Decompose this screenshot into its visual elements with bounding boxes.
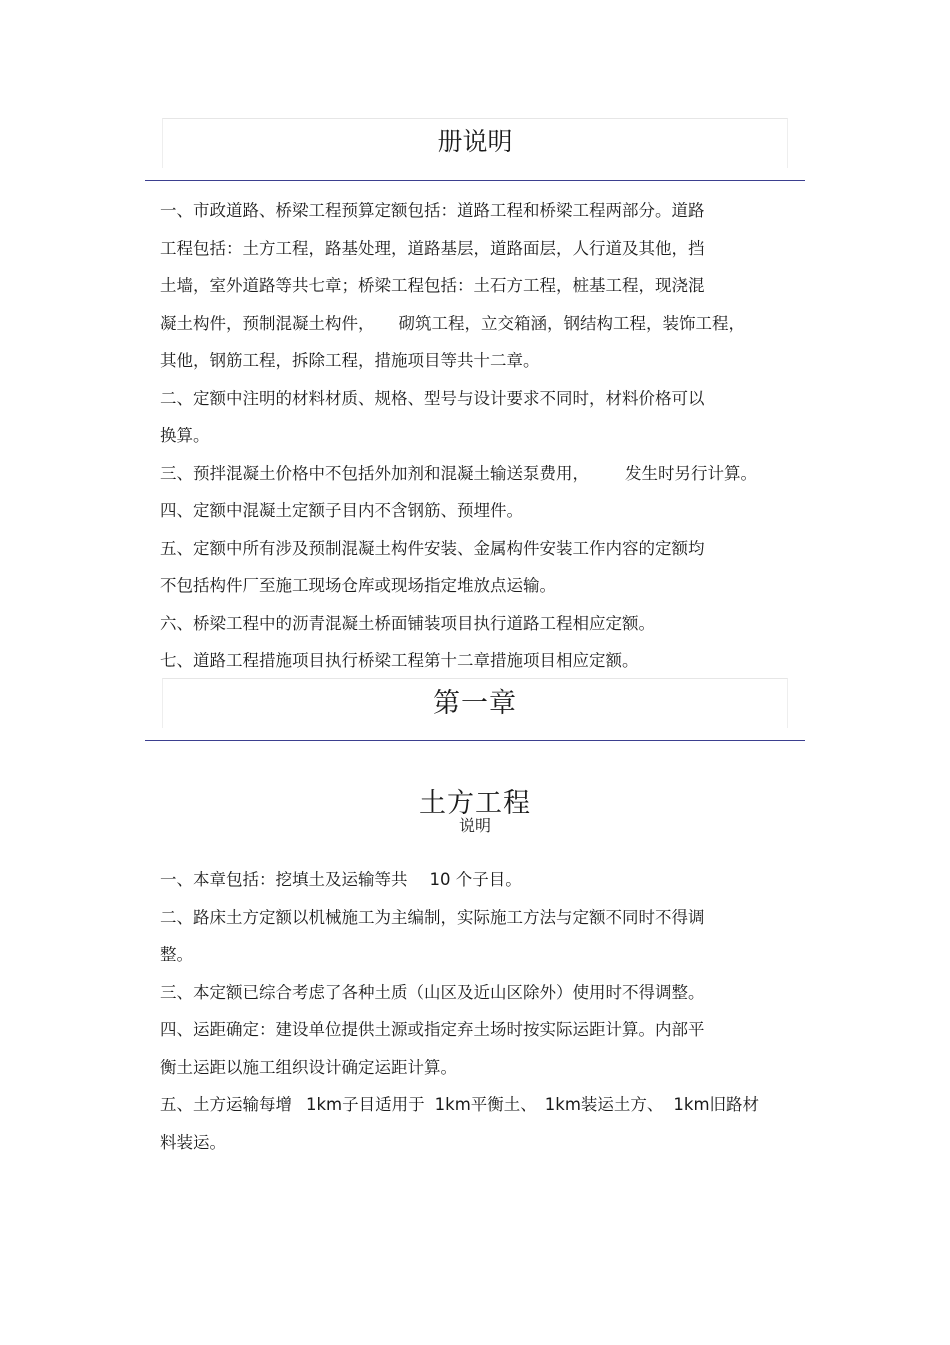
text-line: 四、定额中混凝土定额子目内不含钢筋、预埋件。 (160, 501, 523, 520)
text-line: 不包括构件厂至施工现场仓库或现场指定堆放点运输。 (160, 576, 556, 595)
volume-title-underline (145, 180, 805, 181)
chapter-title-box (162, 678, 788, 819)
text-line: 二、路床土方定额以机械施工为主编制，实际施工方法与定额不同时不得调 (160, 907, 705, 927)
volume-description (160, 192, 800, 680)
chapter-title: 第一章 土方工程 (419, 688, 531, 819)
text-line: 衡土运距以施工组织设计确定运距计算。 (160, 1057, 457, 1077)
text-line: 六、桥梁工程中的沥青混凝土桥面铺装项目执行道路工程相应定额。 (160, 613, 655, 633)
section-subtitle: 说明 (458, 816, 491, 835)
text-line: 七、道路工程措施项目执行桥梁工程第十二章措施项目相应定额。 (160, 651, 639, 670)
text-line: 一、市政道路、桥梁工程预算定额包括：道路工程和桥梁工程两部分。道路 (160, 201, 705, 220)
text-line: 凝土构件，预制混凝土构件， 砌筑工程，立交箱涵，钢结构工程，装饰工程， (160, 313, 745, 333)
text-line: 工程包括：土方工程，路基处理，道路基层，道路面层，人行道及其他，挡 (160, 238, 705, 258)
volume-title-box (162, 118, 788, 168)
text-line: 料装运。 (160, 1132, 226, 1152)
chapter-description (160, 861, 800, 1161)
text-line: 四、运距确定：建设单位提供土源或指定弃土场时按实际运距计算。内部平 (160, 1020, 705, 1039)
chapter-title-underline (145, 740, 805, 741)
text-line: 三、本定额已综合考虑了各种土质（山区及近山区除外）使用时不得调整。 (160, 982, 705, 1002)
volume-title: 册说明 (437, 127, 513, 156)
text-line: 三、预拌混凝土价格中不包括外加剂和混凝土输送泵费用， 发生时另行计算。 (160, 463, 757, 483)
text-line: 一、本章包括：挖填土及运输等共 10 个子目。 (160, 870, 522, 889)
text-line: 其他，钢筋工程，拆除工程，措施项目等共十二章。 (160, 351, 540, 370)
text-line: 五、定额中所有涉及预制混凝土构件安装、金属构件安装工作内容的定额均 (160, 538, 705, 558)
text-line: 整。 (160, 945, 193, 964)
text-line: 土墙，室外道路等共七章；桥梁工程包括：土石方工程，桩基工程，现浇混 (160, 276, 705, 295)
text-line: 五、土方运输每增 1km子目适用于 1km平衡土、 1km装运土方、 1km旧路材 (160, 1095, 760, 1114)
text-line: 换算。 (160, 426, 210, 445)
text-line: 二、定额中注明的材料材质、规格、型号与设计要求不同时，材料价格可以 (160, 388, 705, 408)
